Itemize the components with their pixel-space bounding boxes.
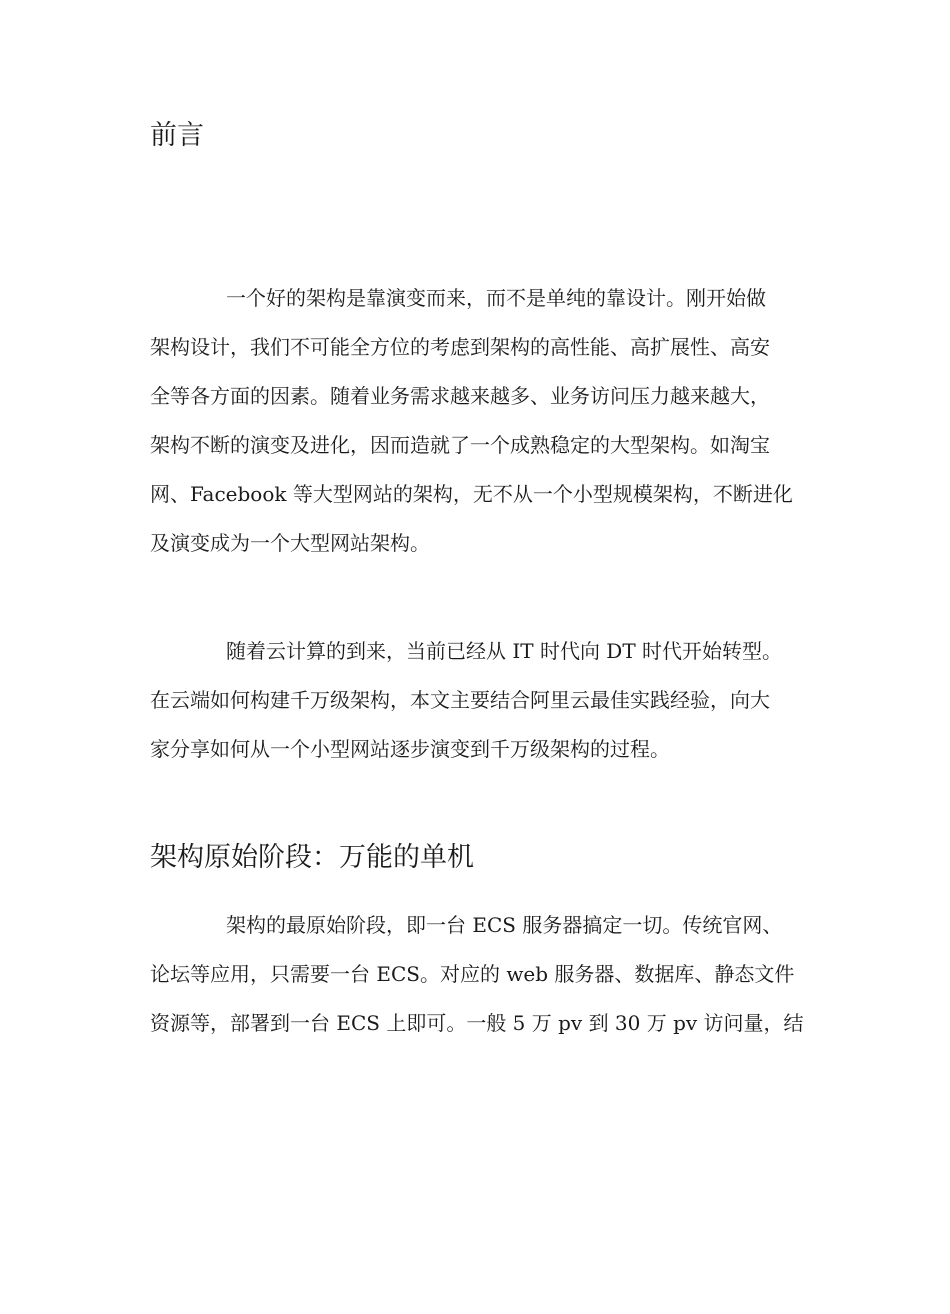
text-line: 及演变成为一个大型网站架构。: [150, 531, 430, 555]
text-line: 架构的最原始阶段，即一台 ECS 服务器搞定一切。传统官网、: [226, 913, 783, 937]
stage-1-paragraph: [150, 901, 810, 1048]
text-line: 家分享如何从一个小型网站逐步演变到千万级架构的过程。: [150, 737, 670, 761]
text-line: 一个好的架构是靠演变而来，而不是单纯的靠设计。刚开始做: [226, 286, 766, 310]
text-line: 全等各方面的因素。随着业务需求越来越多、业务访问压力越来越大，: [150, 384, 770, 408]
preface-paragraph-2: [150, 627, 810, 774]
preface-paragraph-1: [150, 274, 810, 568]
text-line: 网、Facebook 等大型网站的架构，无不从一个小型规模架构，不断进化: [150, 482, 793, 506]
text-line: 随着云计算的到来，当前已经从 IT 时代向 DT 时代开始转型。: [226, 639, 783, 663]
text-line: 在云端如何构建千万级架构，本文主要结合阿里云最佳实践经验，向大: [150, 688, 770, 712]
text-line: 资源等，部署到一台 ECS 上即可。一般 5 万 pv 到 30 万 pv 访问量，结: [150, 1011, 804, 1035]
heading-stage-1: 架构原始阶段：万能的单机: [150, 842, 474, 873]
text-line: 架构不断的演变及进化，因而造就了一个成熟稳定的大型架构。如淘宝: [150, 433, 770, 457]
text-line: 论坛等应用，只需要一台 ECS。对应的 web 服务器、数据库、静态文件: [150, 962, 795, 986]
text-line: 架构设计，我们不可能全方位的考虑到架构的高性能、高扩展性、高安: [150, 335, 770, 359]
heading-preface: 前言: [150, 120, 204, 151]
